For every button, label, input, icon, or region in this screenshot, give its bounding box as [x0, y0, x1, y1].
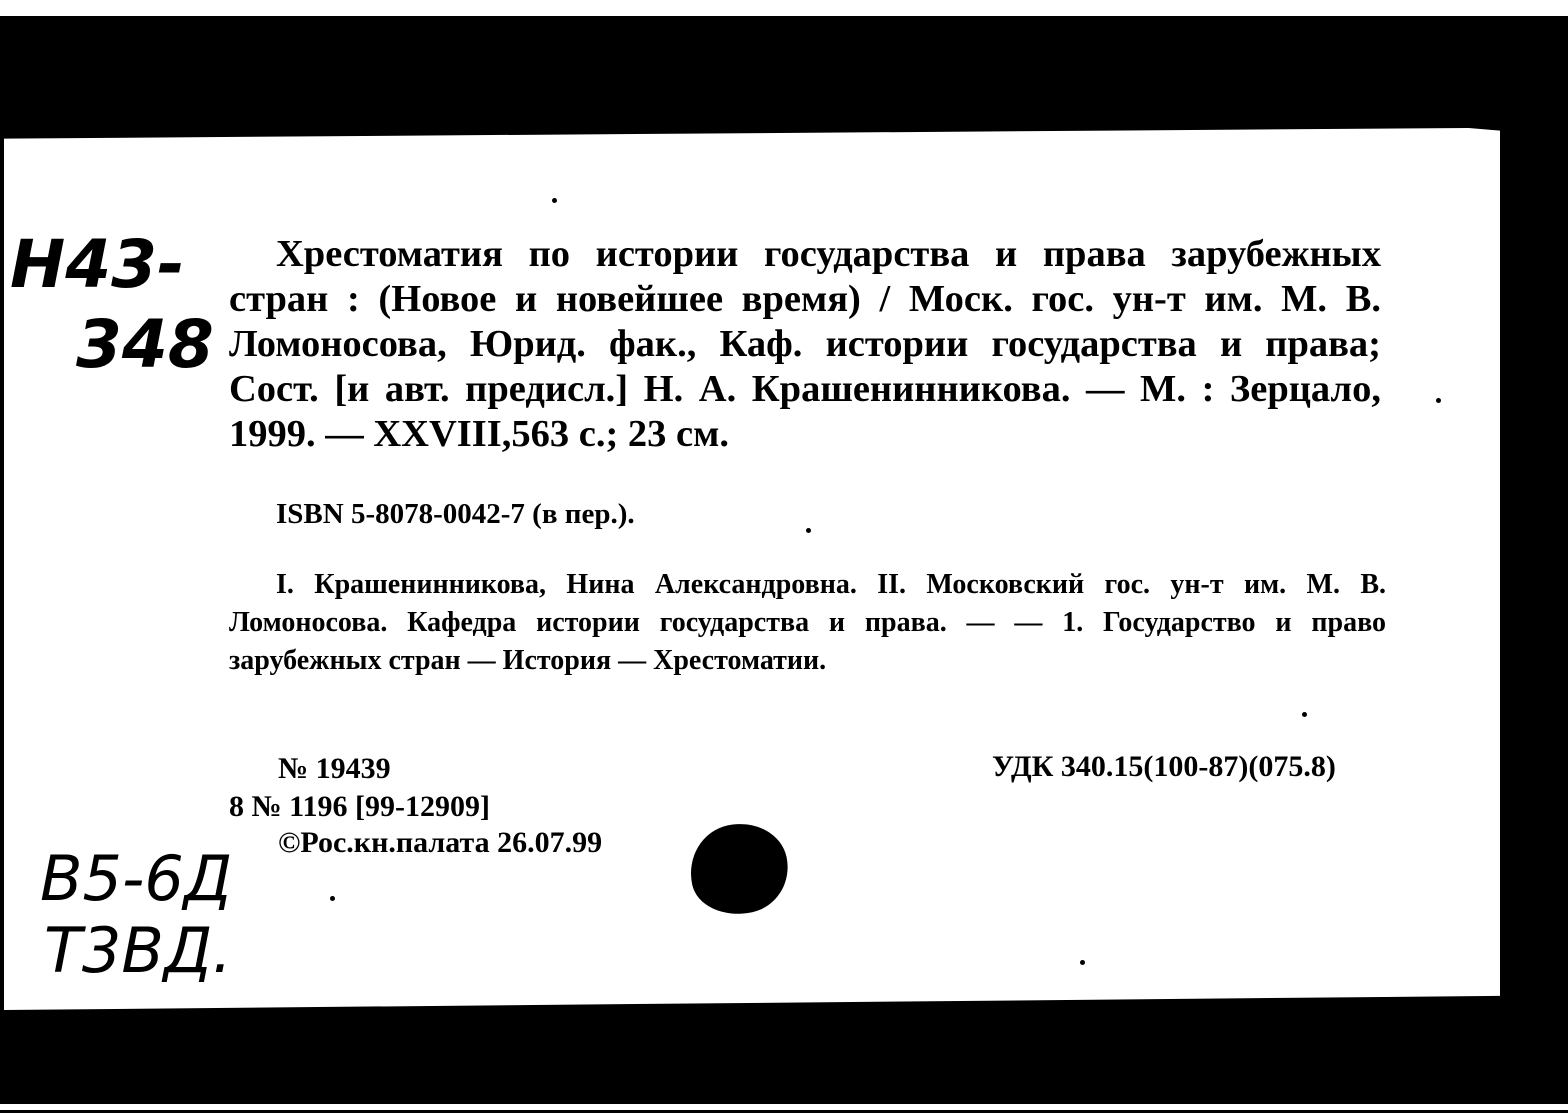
handwritten-location-line-1: В5-6Д: [40, 842, 233, 915]
top-scan-border: [0, 0, 1568, 16]
scan-speck: [330, 896, 335, 901]
scan-speck: [806, 528, 811, 533]
tracings-and-subjects: I. Крашенинникова, Нина Александровна. II. Московский гос. ун-т им. М. В. Ломоносова. Кафедра истории государства и права. — — 1. Государство и право зарубежных стран — История — Хрестоматии.: [229, 569, 1386, 676]
scan-speck: [1436, 398, 1441, 403]
scan-speck: [1080, 960, 1085, 965]
bottom-scan-line: [0, 1110, 1568, 1113]
handwritten-location-line-2: Т3ВД.: [44, 914, 232, 987]
copyright-line: ©Рос.кн.палата 26.07.99: [278, 826, 603, 859]
handwritten-code-line-2: 348: [76, 306, 214, 383]
main-bibliographic-entry: Хрестоматия по истории государства и права зарубежных стран : (Новое и новейшее время) / Моск. гос. ун-т им. М. В. Ломоносова, Юрид. фак., Каф. истории государства и права; Сост. [и авт. предисл.] Н. А. Крашенинникова. — М. : Зерцало, 1999. — XXVIII,563 с.; 23 см.: [229, 233, 1381, 455]
udk-classification: УДК 340.15(100-87)(075.8): [992, 750, 1336, 783]
scan-speck: [1302, 712, 1307, 717]
handwritten-code-line-1: Н43-: [10, 226, 185, 303]
scan-speck: [552, 198, 557, 203]
record-number: № 19439: [278, 752, 391, 785]
isbn-line: ISBN 5-8078-0042-7 (в пер.).: [276, 498, 635, 530]
secondary-record-number: 8 № 1196 [99-12909]: [229, 790, 490, 823]
